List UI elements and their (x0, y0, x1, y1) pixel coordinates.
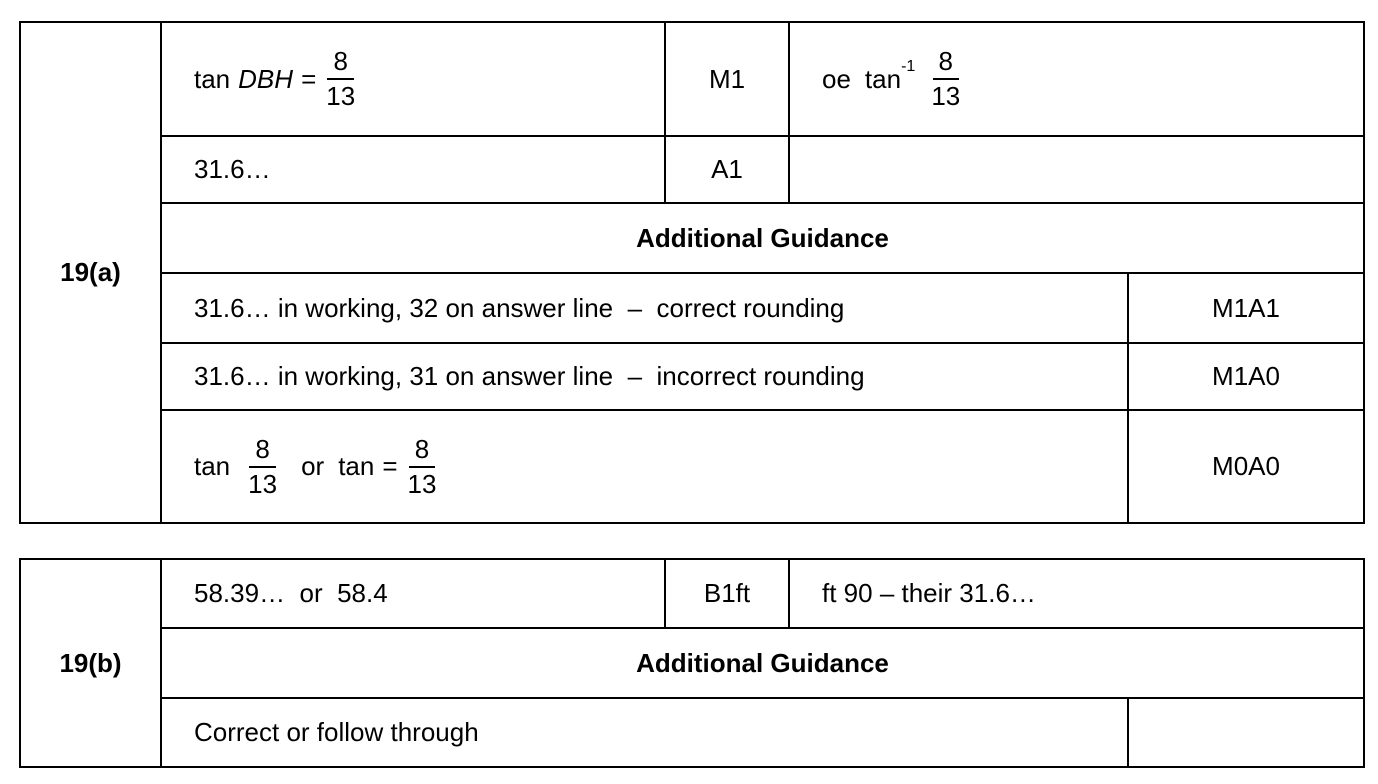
guidance-mark: M1A1 (1212, 292, 1280, 323)
guidance-header: Additional Guidance (636, 222, 889, 253)
comment-prefix: oe (822, 63, 851, 94)
fraction-numerator: 8 (249, 435, 275, 468)
fraction-denominator: 13 (248, 468, 278, 499)
mark-cell: B1ft (703, 578, 751, 608)
comment-function: tan (864, 63, 902, 94)
guidance-text (162, 411, 1127, 522)
comment-cell (790, 137, 1363, 202)
answer-cell: 58.39… or 58.4 (194, 578, 388, 608)
mark-scheme-table-19b (19, 558, 1365, 768)
question-label: 19(b) (59, 647, 122, 678)
answer-cell (162, 23, 664, 135)
answer-variable: DBH (238, 63, 294, 94)
mark-scheme-table-19a (19, 21, 1365, 524)
guidance-tan: tan (338, 451, 375, 481)
comment-cell: ft 90 – their 31.6… (822, 578, 1036, 608)
answer-cell: 31.6… (194, 154, 271, 184)
guidance-or: or (301, 451, 325, 481)
fraction-numerator: 8 (933, 47, 959, 80)
fraction-denominator: 13 (407, 468, 437, 499)
fraction (242, 435, 283, 498)
guidance-equals: = (382, 451, 398, 481)
guidance-tan: tan (194, 451, 231, 481)
fraction-numerator: 8 (327, 47, 353, 80)
fraction (320, 47, 361, 110)
answer-prefix: tan (194, 63, 231, 94)
guidance-text: Correct or follow through (194, 717, 479, 747)
fraction (402, 435, 443, 498)
comment-superscript: -1 (901, 58, 916, 75)
guidance-text: 31.6… in working, 31 on answer line – incorrect rounding (194, 361, 865, 391)
guidance-mark (1129, 699, 1363, 766)
mark-cell: A1 (711, 154, 743, 184)
guidance-mark: M1A0 (1212, 361, 1280, 391)
fraction-numerator: 8 (409, 435, 435, 468)
fraction-denominator: 13 (326, 81, 356, 111)
fraction-denominator: 13 (931, 81, 961, 111)
guidance-header: Additional Guidance (636, 647, 889, 678)
guidance-text: 31.6… in working, 32 on answer line – correct rounding (194, 292, 845, 323)
guidance-mark: M0A0 (1212, 451, 1280, 481)
mark-cell: M1 (708, 63, 746, 94)
answer-equals: = (301, 63, 317, 94)
fraction (925, 47, 966, 110)
question-label: 19(a) (60, 257, 121, 287)
comment-cell (790, 23, 1363, 135)
